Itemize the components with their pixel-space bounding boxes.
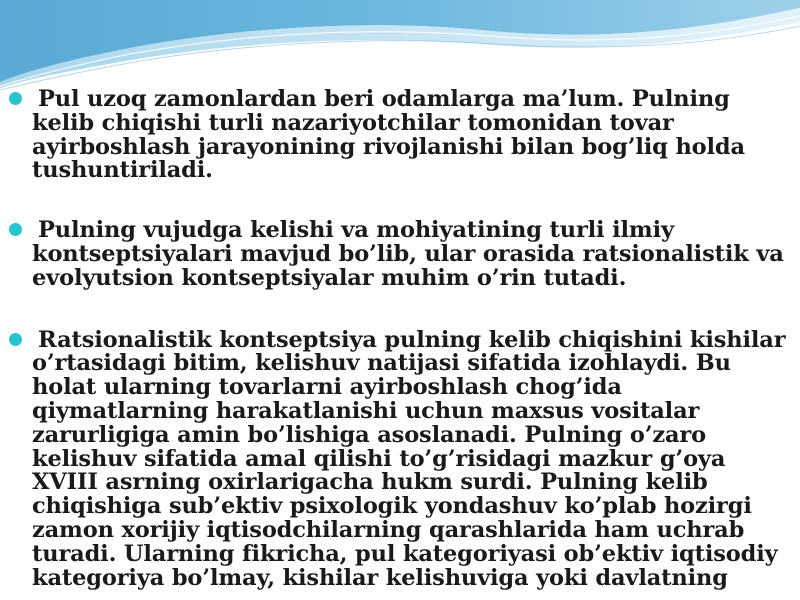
wave-header-decoration <box>0 0 800 100</box>
bullet-dot-icon <box>9 223 22 236</box>
slide-content <box>0 88 800 590</box>
bullet-item <box>0 326 800 591</box>
bullet-dot-icon <box>9 333 22 346</box>
bullet-text: Pulning vujudga kelishi va mohiyatining turli ilmiy kontseptsiyalari mavjud bo’lib, ular orasida ratsionalistik va evolyutsion kontseptsiyalar muhim o’rin tutadi. <box>32 217 784 291</box>
bullet-item <box>0 88 800 183</box>
bullet-dot-icon <box>9 92 22 105</box>
bullet-text: Ratsionalistik kontseptsiya pulning kelib chiqishini kishilar o’rtasidagi bitim, kelishuv natijasi sifatida izohlaydi. Bu holat ularning tovarlarni ayirboshlash chog’ida qiymatlarning harakatlanishi uchun maxsus vositalar zarurligiga amin bo’lishiga asoslanadi. Pulning o’zaro kelishuv sifatida amal qilishi to’g’risidagi mazkur g’oya XVIII asrning oxirlarigacha hukm surdi. Pulning kelib chiqishiga sub’ektiv psixologik yondashuv ko’plab hozirgi zamon xorijiy iqtisodchilarning qarashlarida ham uchrab turadi. Ularning fikricha, pul kategoriyasi ob’ektiv iqtisodiy kategoriya bo’lmay, kishilar kelishuviga yoki davlatning <box>32 326 786 591</box>
bullet-text: Pul uzoq zamonlardan beri odamlarga ma’lum. Pulning kelib chiqishi turli nazariyotchilar tomonidan tovar ayirboshlash jarayonining rivojlanishi bilan bog’liq holda tushuntiriladi. <box>32 86 745 184</box>
bullet-item <box>0 219 800 290</box>
